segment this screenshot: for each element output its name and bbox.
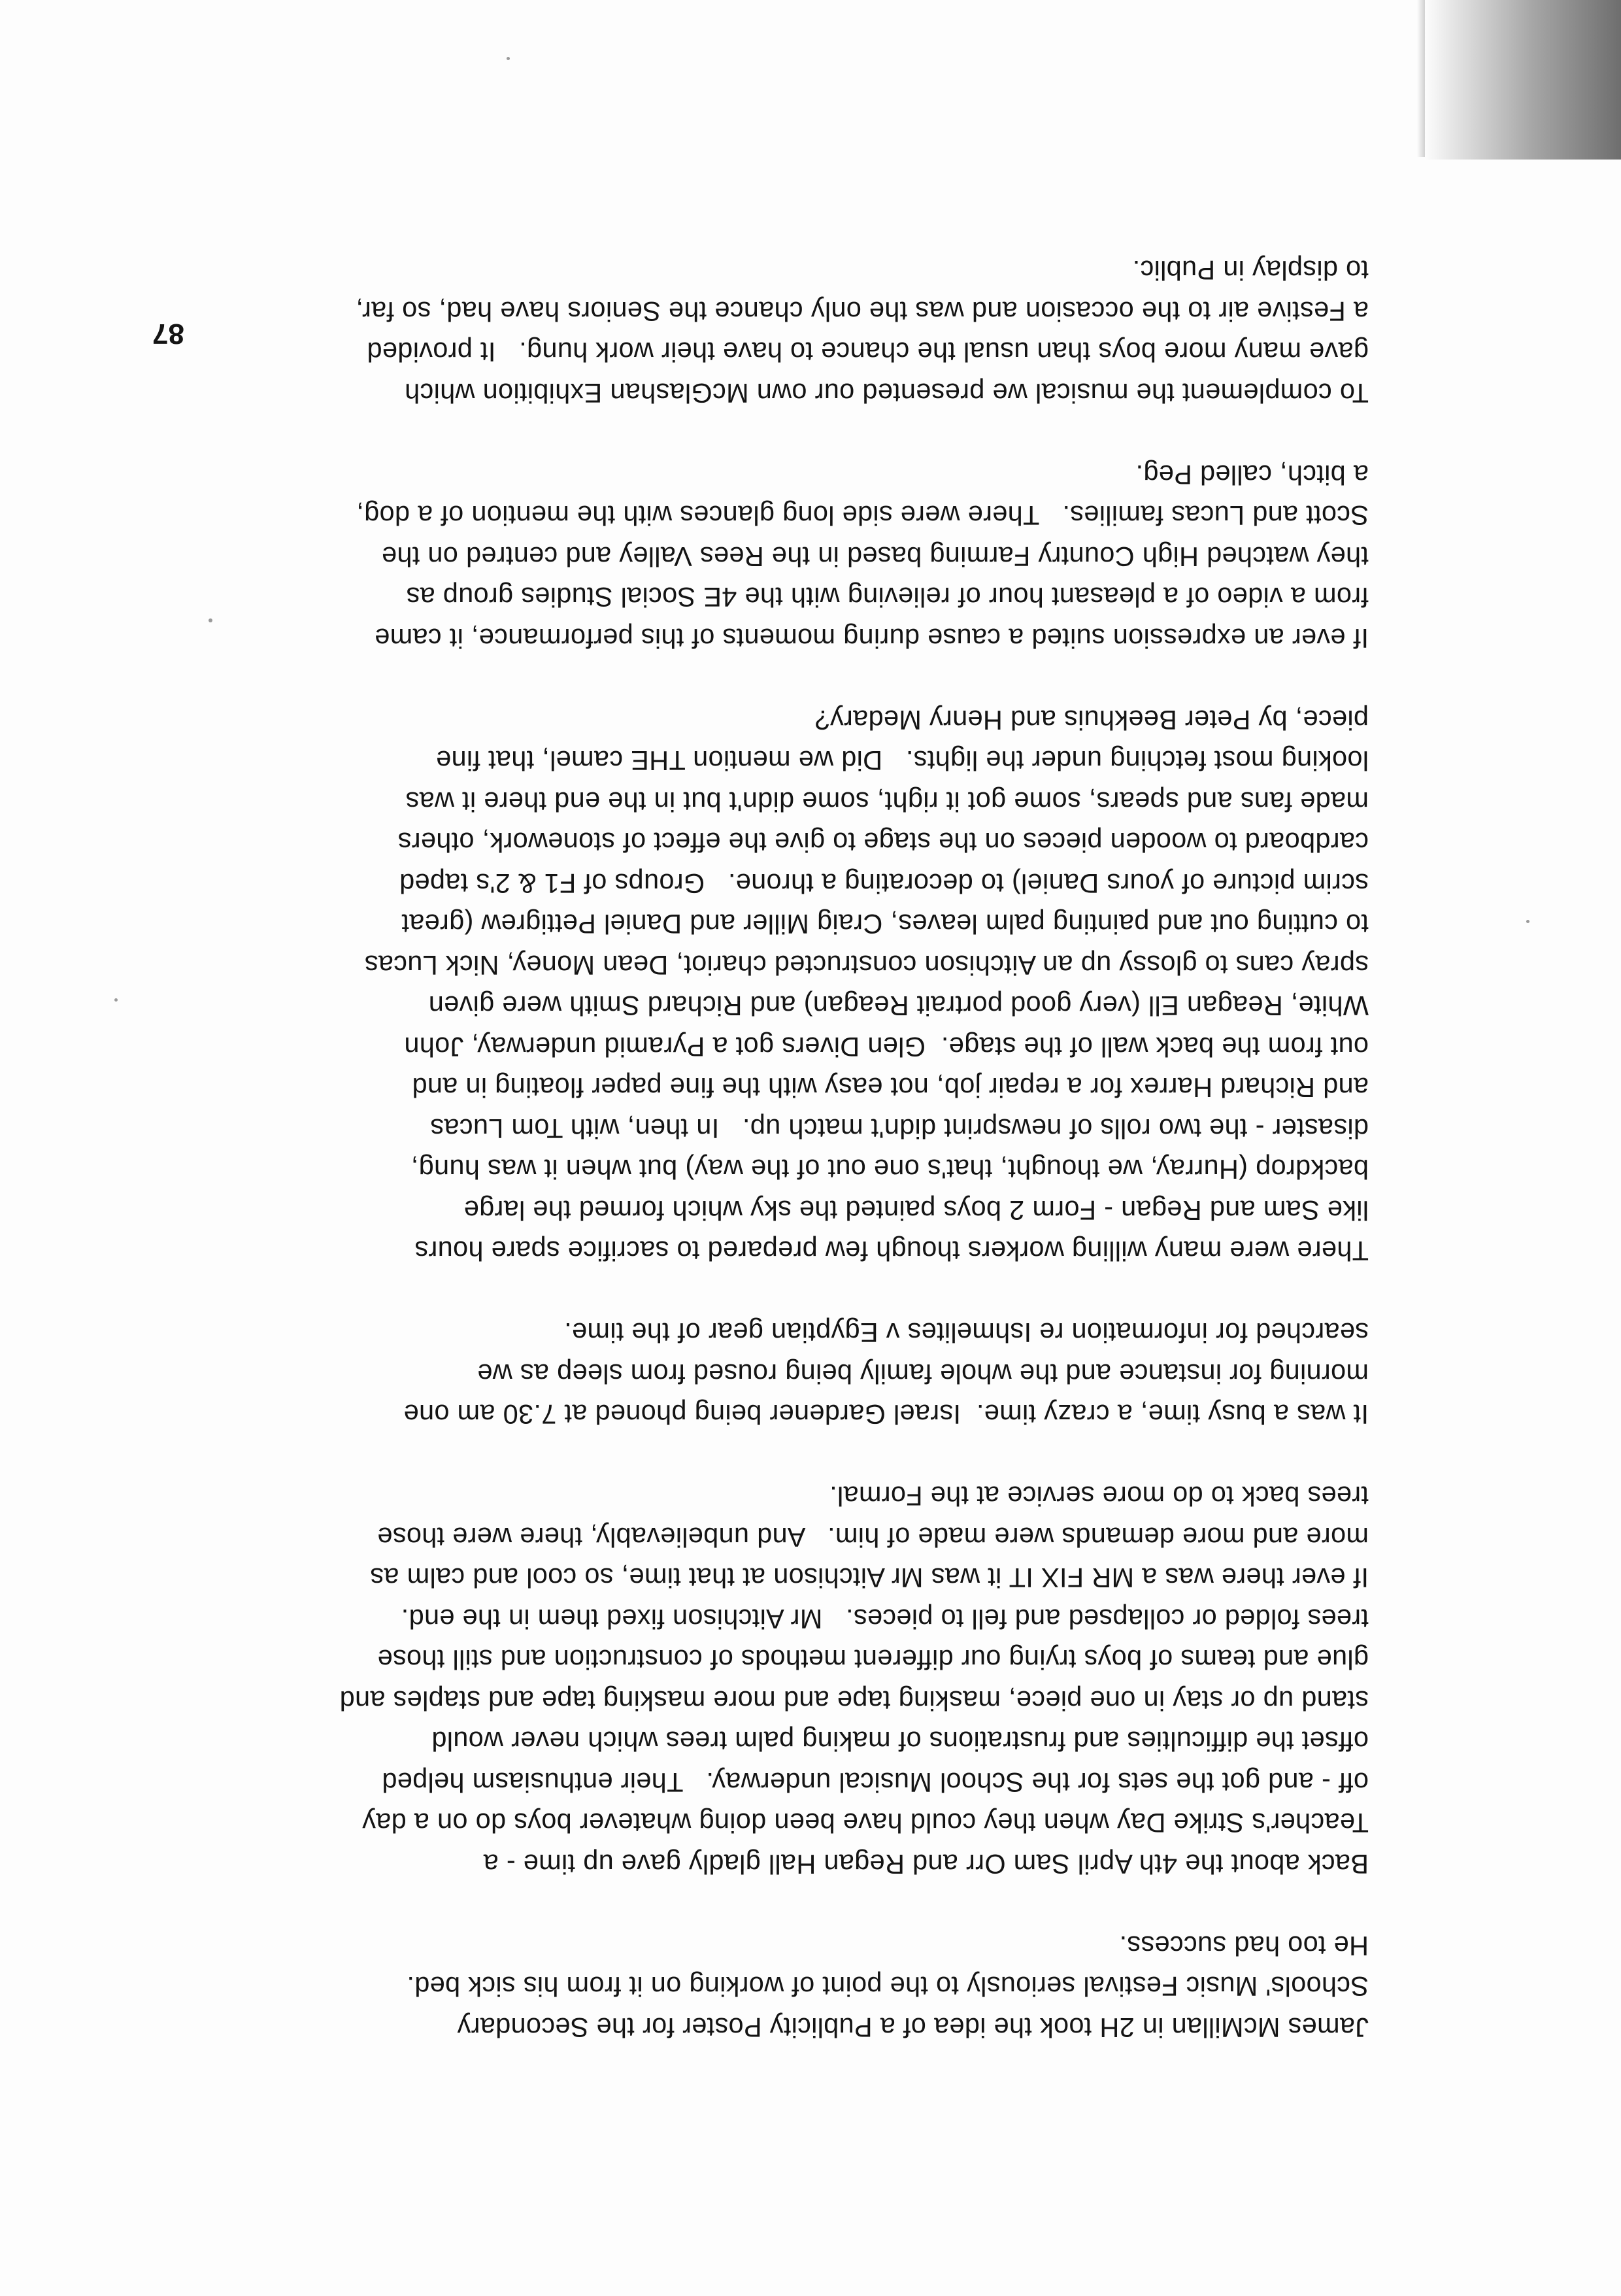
scan-speck — [1526, 920, 1529, 923]
text-line: to display in Public. — [1132, 255, 1369, 286]
scan-speck — [114, 998, 118, 1002]
text-line: James McMillan in 2H took the idea of a Publicity Poster for the Secondary — [457, 2012, 1369, 2043]
text-line: looking most fetching under the lights. Did we mention THE camel, that fine — [435, 745, 1369, 777]
text-line: Scott and Lucas families. There were side long glances with the mention of a dog, — [356, 500, 1369, 532]
text-line: To complement the musical we presented our own McGlashan Exhibition which — [404, 378, 1369, 409]
paragraph — [238, 1925, 1369, 2048]
paragraph — [238, 1312, 1369, 1435]
text-line: and Richard Harrex for a repair job, not easy with the fine paper floating in and — [412, 1072, 1369, 1104]
text-line: Schools' Music Festival seriously to the point of working on it from his sick bed. — [407, 1971, 1369, 2002]
text-line: There were many willing workers though few prepared to sacrifice spare hours — [414, 1236, 1369, 1267]
text-line: disaster - the two rolls of newsprint didn't match up. In then, with Tom Lucas — [430, 1113, 1369, 1144]
text-line: more and more demands were made of him. And unbelievably, there were those — [377, 1522, 1369, 1553]
text-line: offset the difficulties and frustrations of making palm trees which never would — [431, 1726, 1369, 1757]
text-line: Teacher's Strike Day when they could have been doing whatever boys do on a day — [361, 1808, 1369, 1839]
scan-speck — [209, 618, 212, 622]
paragraph-gap — [238, 1884, 1369, 1925]
text-line: a Festive air to the occasion and was the only chance the Seniors have had, so far, — [356, 296, 1369, 327]
scan-edge — [1417, 0, 1425, 157]
text-line: White, Reagan Ell (very good portrait Reagan) and Richard Smith were given — [428, 990, 1369, 1022]
text-line: trees folded or collapsed and fell to pieces. Mr Aitchison fixed them in the end. — [401, 1604, 1369, 1634]
text-line: backdrop (Hurray, we thought, that's one out of the way) but when it was hung, — [410, 1154, 1369, 1185]
text-line: He too had success. — [1119, 1931, 1369, 1961]
text-line: they watched High Country Farming based in the Rees Valley and centred on the — [381, 541, 1369, 572]
text-line: trees back to do more service at the Formal. — [829, 1481, 1369, 1512]
text-line: searched for information re Ishmelites v Egyptian gear of the time. — [563, 1317, 1369, 1349]
paragraph-gap — [238, 413, 1369, 454]
text-line: If ever an expression suited a cause during moments of this performance, it came — [374, 623, 1369, 654]
scan-shadow — [1425, 0, 1621, 160]
paragraph — [238, 454, 1369, 659]
text-line: If ever there was a MR FIX IT it was Mr Aitchison at that time, so cool and calm as — [370, 1562, 1369, 1594]
paragraph-gap — [238, 658, 1369, 700]
paragraph-gap — [238, 1272, 1369, 1313]
text-line: gave many more boys than usual the chance to have their work hung. It provided — [367, 337, 1369, 368]
text-line: cardboard to wooden pieces on the stage to give the effect of stonework, others — [397, 827, 1369, 858]
text-line: like Sam and Regan - Form 2 boys painted the sky which formed the large — [463, 1195, 1369, 1226]
paragraph — [238, 1476, 1369, 1884]
text-line: from a video of a pleasant hour of relieving with the 4E Social Studies group as — [406, 582, 1369, 613]
text-line: scrim picture of yours Daniel) to decorating a throne. Groups of F1 & 2's taped — [399, 868, 1369, 899]
text-line: off - and got the sets for the School Musical underway. Their enthusiasm helped — [382, 1767, 1369, 1798]
page-number: 87 — [152, 318, 184, 350]
text-line: a bitch, called Peg. — [1135, 460, 1369, 490]
text-line: to cutting out and painting palm leaves, Craig Miller and Daniel Pettigrew (great — [401, 909, 1369, 940]
text-line: stand up or stay in one piece, masking tape and more masking tape and staples and — [339, 1685, 1369, 1716]
scan-speck — [507, 57, 510, 60]
paragraph — [238, 250, 1369, 413]
text-line: morning for instance and the whole family being roused from sleep as we — [477, 1359, 1369, 1389]
text-line: piece, by Peter Beekhuis and Henry Medary? — [814, 705, 1369, 735]
paragraph-gap — [238, 1435, 1369, 1476]
text-line: spray cans to glossy up an Aitchison constructed chariot, Dean Money, Nick Lucas — [364, 950, 1369, 981]
text-line: Back about the 4th April Sam Orr and Regan Hall gladly gave up time - a — [483, 1849, 1369, 1880]
text-line: glue and teams of boys trying our different methods of construction and still those — [377, 1644, 1369, 1676]
body-text — [238, 250, 1369, 2048]
text-line: out from the back wall of the stage. Glen Divers got a Pyramid underway, John — [404, 1032, 1369, 1062]
text-line: It was a busy time, a crazy time. Israel Gardener being phoned at 7.30 am one — [403, 1399, 1369, 1430]
paragraph — [238, 700, 1369, 1272]
text-line: made fans and spears, some got it right, some didn't but in the end there it was — [405, 786, 1369, 817]
